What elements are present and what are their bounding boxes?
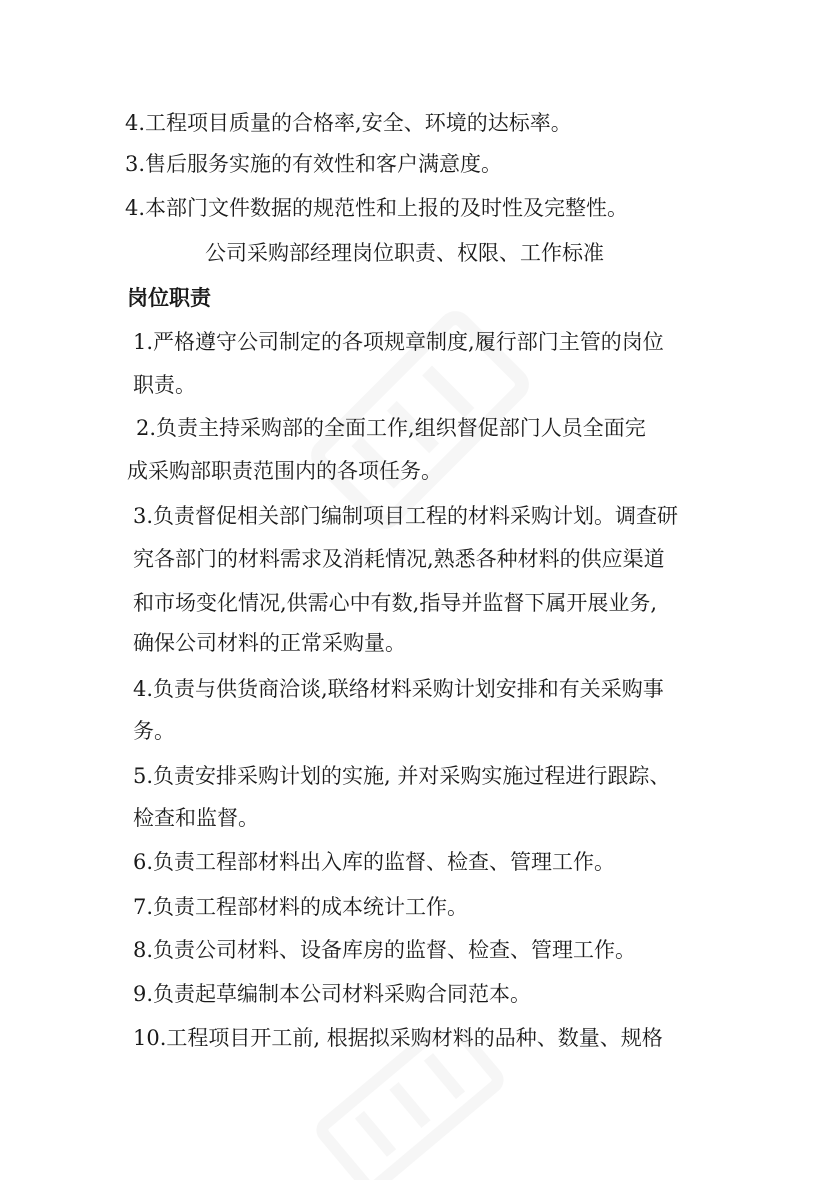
text-line: 究各部门的材料需求及消耗情况,熟悉各种材料的供应渠道 — [133, 547, 665, 571]
text-line: 9.负责起草编制本公司材料采购合同范本。 — [133, 982, 532, 1006]
text-line: 确保公司材料的正常采购量。 — [133, 631, 406, 655]
text-line: 8.负责公司材料、设备库房的监督、检查、管理工作。 — [133, 938, 637, 962]
text-line: 职责。 — [133, 373, 196, 397]
text-line: 检查和监督。 — [133, 806, 259, 830]
text-line: 5.负责安排采购计划的实施, 并对采购实施过程进行跟踪、 — [133, 764, 671, 788]
text-line: 3.负责督促相关部门编制项目工程的材料采购计划。调查研 — [133, 504, 679, 528]
text-line: 4.工程项目质量的合格率,安全、环境的达标率。 — [125, 111, 572, 135]
text-line: 7.负责工程部材料的成本统计工作。 — [133, 895, 469, 919]
text-line: 4.本部门文件数据的规范性和上报的及时性及完整性。 — [125, 196, 629, 220]
section-title: 公司采购部经理岗位职责、权限、工作标准 — [205, 241, 604, 265]
section-heading: 岗位职责 — [127, 286, 211, 310]
text-line: 10.工程项目开工前, 根据拟采购材料的品种、数量、规格 — [133, 1026, 663, 1050]
text-line: 4.负责与供货商洽谈,联络材料采购计划安排和有关采购事 — [133, 677, 664, 701]
watermark-icon-bottom — [310, 1030, 510, 1180]
text-line: 成采购部职责范围内的各项任务。 — [127, 459, 442, 483]
text-line: 和市场变化情况,供需心中有数,指导并监督下属开展业务, — [133, 591, 658, 615]
text-line: 2.负责主持采购部的全面工作,组织督促部门人员全面完 — [136, 416, 646, 440]
text-line: 3.售后服务实施的有效性和客户满意度。 — [125, 152, 503, 176]
text-line: 务。 — [133, 719, 175, 743]
text-line: 1.严格遵守公司制定的各项规章制度,履行部门主管的岗位 — [133, 330, 664, 354]
text-line: 6.负责工程部材料出入库的监督、检查、管理工作。 — [133, 850, 616, 874]
